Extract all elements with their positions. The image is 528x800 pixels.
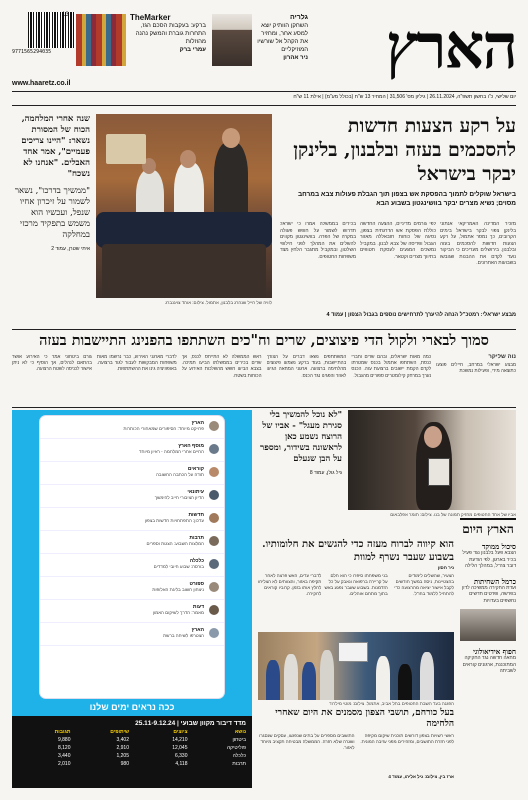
second-story-column: כמה מאות ישראלים, ובהם שרים וחברי כנסת, השתתפו אתמול בכנס שמטרתו לקדם הקמת יישובים ברצועת עזה. הכנס נערך במרחק קילומטרים ספורים מהגבול.	[351, 354, 432, 378]
side-column-byline: איתי שטרן, עמוד 2	[51, 246, 90, 252]
ad-table-cell: 3,440	[57, 753, 71, 759]
gaza-story-column: לדברי עדים, האש פרצה לאחר תקיפה באזור, והצוותים לא הצליחו לחלץ אותו בזמן. קרוביו קוראים לחקירה.	[258, 573, 322, 596]
ad-table-cell: 8,120	[57, 745, 71, 751]
gaza-story-headline[interactable]: הוא קיווה לברוח מעזה כדי להגשים את חלומותיו. בשבוע שעבר נשרף למוות	[262, 539, 454, 563]
avatar	[209, 605, 219, 615]
tweet-item: מוסף הארץ החיים אחרי המלחמה - ראיון מיוחד	[40, 439, 224, 462]
tweet-item: הארץ פרויקט מיוחד: הסיפורים שמאחורי הכותרות	[40, 416, 224, 439]
avatar	[209, 467, 219, 477]
ad-table-header: תגובות	[54, 729, 71, 735]
second-story-column: גורם ביטחוני אמר כי האירוע אושר בהתאם לנהלים, אך הוסיף כי לא ניתן אישור לכניסה לשטח הרצועה.	[12, 354, 92, 372]
ad-table-cell: 4,118	[175, 761, 188, 767]
brief-text: ועדת החקירה ממשיכה לדון בפרשה, ופרטים חדשים נחשפים בעדויות	[461, 585, 516, 604]
brief-title: חפוף אידיאולוגי	[473, 647, 516, 656]
promo-gallery-text: השחקן הוותיק יוצא למסע אחר, ומחזיר את הקהל אל שורשיו המוזיקליים	[257, 23, 308, 53]
ad-table-cell: 6,330	[174, 753, 188, 759]
gaza-story	[258, 538, 454, 639]
avatar	[209, 513, 219, 523]
ad-table	[12, 716, 252, 788]
promo-themarker-text: ברקע: בעקבות הסכם הגז, התחרות גוברת והמשק נהנה מהוזלות	[135, 23, 206, 45]
ad-table-cell: ביטחון	[232, 737, 246, 743]
avatar	[209, 582, 219, 592]
themarker-logo: TheMarker	[130, 14, 171, 22]
brief-item[interactable]	[460, 647, 516, 676]
main-story-column: בכירים בממשלה אמרו כי ישראל תדרוש לשמור על חופש פעולה במקרה של הפרה. בוושינגטון מקווים להשלים את המהלך לפני חילופי השלטון, ובמקביל מתגבר הלחץ מצד משפחות החטופים.	[280, 222, 356, 260]
second-story-column-text: מבצע ישראלי במרחב, חיילים פוצעו כתוצאה מירי, ופעילות נמשכת	[436, 362, 516, 374]
side-column	[12, 114, 90, 255]
ad-table-header: נושא	[234, 729, 246, 735]
north-story-byline: ארז בין, צילום: גיל אליהו, עמוד 4	[388, 774, 454, 779]
quote-box[interactable]	[258, 410, 342, 479]
brief-item[interactable]	[460, 542, 516, 571]
ad-table-title: מדד דיבור מקוון שבועי | 25.11-9.12.24	[135, 720, 246, 727]
today-column	[460, 518, 516, 676]
second-story-column: ראש הממשלה לא התייחס לכנס, אך שרים בכירים בממשלתו הביעו תמיכה. בצבא הביעו חשש מהשלכות האירוע על הכוחות בשטח.	[181, 354, 262, 378]
ad-table-cell: 12,045	[172, 745, 188, 751]
avatar	[209, 490, 219, 500]
ad-table-cell: 1,205	[116, 753, 129, 759]
issue-price: 13	[62, 12, 69, 18]
gaza-story-column: הצעיר, שהשלים לימודים בהצטיינות, ניסה במשך חודשים לקבל אישור יציאה מהרצועה כדי להתחיל ללמוד בחו"ל.	[394, 573, 454, 596]
second-story-column	[436, 354, 516, 404]
promo-gallery[interactable]	[212, 14, 308, 68]
north-story	[258, 708, 454, 779]
divider	[12, 407, 516, 408]
barcode-box	[12, 12, 76, 72]
promo-themarker-photo	[76, 14, 126, 66]
second-story-subhead: נוה שליקר	[488, 354, 516, 360]
avatar	[209, 628, 219, 638]
second-story-columns	[12, 354, 516, 404]
brief-title: סיכול ממוקד	[482, 542, 516, 551]
ad-slogan: ככה נראים ימים שלנו	[89, 702, 175, 712]
protest-photo[interactable]	[258, 632, 454, 700]
ad-phone-mockup	[40, 416, 224, 698]
brief-text: הצבא פעל בלבנון נגד פעיל בכיר בארגון, לפי הודעת דובר צה"ל, במהלך הלילה	[462, 551, 516, 569]
ad-table-cell: 9,880	[57, 737, 71, 743]
dateline: יום שלישי, כ"ו בחשון תשפ"ה, 26.11.2024 | גיליון מס' 31,506 | המחיר 13 ש"ח (בכולל מע"מ) | אילת 11 ש"ח	[293, 94, 516, 100]
ad-table-cell: 3,402	[116, 737, 129, 743]
ad-table-cell: 2,010	[57, 761, 71, 767]
main-story-columns	[280, 222, 516, 312]
second-headline[interactable]: סמוך לבארי ולקול הדי פיצוצים, שרים וח"כים השתתפו בהפנינג התיישבות בעזה	[39, 332, 489, 349]
ad-table-header: ציוצים	[173, 729, 188, 735]
north-story-headline[interactable]: בעל כורחם, תושבי הצפון מסמנים את היום שאחרי הלחימה	[275, 708, 454, 729]
tweet-item: ספורט ניצחון חשוב בליגת האלופות	[40, 577, 224, 600]
brief-text: מחאה חדשה נגד החקיקה המתוכננת, ארגונים קוראים לשביתה	[462, 656, 516, 674]
tweet-item: דעות מאמר: הדרך לשיקום האמון	[40, 600, 224, 623]
tweet-item: עיתונאי הדיון הציבורי חייב להימשך	[40, 485, 224, 508]
feature-photo-caption: אביו של אחד החטופים מחזיק תמונה של בנו. צילום: תומר אפלבאום	[390, 512, 516, 517]
avatar	[209, 421, 219, 431]
gaza-story-byline: ניר חסון	[437, 565, 454, 570]
today-column-header: הארץ היום	[462, 522, 514, 536]
main-lead: בישראל שוקלים לתמוך בהפסקת אש בצפון תוך הגבלת פעולות צבא במרחב מסוים; נשיא מצרים יבקר בוושינגטון בשבוע הבא	[297, 191, 516, 207]
north-story-column: התושבים מספרים על בתים שנפגעו, עסקים שנסגרו ושגרה שלא חזרה. הממשלה מבטיחה תקציב מיוחד לאזור.	[259, 733, 355, 750]
tweet-item: הארץ הצטרפו לשיחה ברשת	[40, 623, 224, 646]
ad-table-cell: 14,210	[172, 737, 188, 743]
ad-table-cell: 980	[120, 761, 129, 767]
barcode-number: 9771565294035	[12, 49, 52, 55]
main-photo[interactable]	[96, 114, 272, 298]
main-story	[12, 114, 516, 328]
quote-source: גיל גולן, עמוד 8	[309, 470, 342, 476]
dateline-bar	[12, 94, 516, 104]
divider	[12, 105, 516, 106]
main-story-column: מזכיר המדינה האמריקאי אנתוני בלינקן צפוי לבקר בישראל בימים הקרובים, כך נמסר אתמול, על רקע הצעות חדשות להסכמים בעזה ובלבנון. בירושלים מעריכים כי הביקור נועד לקדם את ההבנות שגובשו בשבועות האחרונים.	[440, 222, 516, 266]
promo-gallery-byline: ניר אהרון	[283, 55, 308, 61]
main-photo-caption: לוויה של חייל שנהרג בלבנון, אתמול. צילום: אוהד צויגנברג	[165, 300, 272, 305]
tweet-item: תרבות המלצות השבוע: הצגות וספרים	[40, 531, 224, 554]
protest-photo-caption: הפגנה בעד השבת החטופים בתל אביב, אתמול. צילום: מוטי מילרוד	[329, 701, 454, 706]
website-link[interactable]: www.haaretz.co.il	[12, 80, 71, 87]
promo-themarker[interactable]	[76, 14, 206, 68]
north-story-column: ראשי רשויות בצפון דורשים תוכנית שיקום מקיפה לפני חזרת התושבים, ומזהירים מפני עזיבה המונית.	[360, 733, 454, 744]
ad-table-grid	[12, 729, 252, 767]
ad-table-cell: 2,910	[116, 745, 129, 751]
feature-photo[interactable]	[348, 410, 516, 510]
quote-text: "לא נוכל להמשיך בלי סגירת מעגל" - אביו של הרוצח נשמע כאן לראשונה בשידור, ומספר על הבן שנעלם	[260, 410, 342, 464]
avatar	[209, 559, 219, 569]
main-related-link[interactable]: מבצע ישראלי: רמטכ"ל הנחה להיערך לתרחישים נוספים בגבול הצפון | עמוד 4	[326, 312, 516, 318]
brief-photo	[460, 609, 516, 641]
avatar	[209, 536, 219, 546]
second-story-column: המשתתפים נשאו דברים על הצורך בהתיישבות, בעוד ברקע נשמעו פיצוצים מהלחימה ברצועה. ארגוני המחאה הגיעו לאזור והפגינו נגד הכנס.	[266, 354, 347, 378]
haaretz-logo[interactable]: הארץ	[385, 10, 516, 83]
tweet-item: כלכלה בורסה: שבוע חיובי למדדים	[40, 554, 224, 577]
main-headline[interactable]: על רקע הצעות חדשות להסכמים בעזה ובלבנון, בלינקן יבקר בישראל	[293, 115, 516, 185]
side-column-quote: "ממשיך בדרכו", נשאר לשמור על זיכרון אחיו שנפל, ועכשיו הוא משמש בתפקיד מרכזי במחלקה	[14, 186, 90, 240]
second-story-column: לדברי מארגני האירוע, כבר נרשמו מאות משפחות המבקשות לעבור לגור ברצועה. באופוזיציה גינו את ההשתתפות.	[96, 354, 177, 372]
tweet-item: קוראים תודה על הכתבה החשובה	[40, 462, 224, 485]
ad-table-cell: תרבות	[232, 761, 246, 767]
north-story-columns	[258, 733, 454, 773]
gaza-story-columns	[258, 573, 454, 639]
promo-gallery-photo	[212, 14, 252, 66]
main-story-column: לפי גורמים מדיניים, ההצעה החדשה כוללת הפסקת אש הדרגתית בצפון, נסיגה של כוחות חזבאללה מאזור הגבול ופריסה של צבא לבנון. במקביל נמשכים המגעים לעסקת חטופים בתיווך מצרים וקטאר.	[360, 222, 436, 260]
brief-item[interactable]	[460, 577, 516, 606]
gaza-story-column: בני משפחתו סיפרו כי הוא חלם על קריירה ברפואה ונאבק על כל הזדמנות. בשבוע שעבר נפגע באש בתוך מתחם אוהלים.	[324, 573, 388, 596]
side-column-text[interactable]: שנה אחרי המלחמה, הכוח של המסורת נשאר: "היינו צריכים פעמיים", אמר אחד האבלים. "אנחנו לא נשכח"	[21, 114, 90, 179]
divider	[12, 329, 516, 330]
ad-table-cell: פוליטיקה	[227, 745, 246, 751]
masthead	[12, 10, 516, 92]
promo-gallery-kicker: גלריה	[290, 14, 308, 21]
avatar	[209, 444, 219, 454]
promo-themarker-byline: עמרי ברק	[179, 47, 206, 53]
ad-table-header: שיתופים	[110, 729, 129, 735]
lower-section	[12, 410, 516, 788]
advertisement-panel[interactable]	[12, 410, 252, 788]
brief-title: כרמל השחיתות	[473, 576, 516, 586]
tweet-item: חדשות עדכון: התפתחויות חדשות בצפון	[40, 508, 224, 531]
ad-table-cell: כלכלה	[232, 753, 246, 759]
